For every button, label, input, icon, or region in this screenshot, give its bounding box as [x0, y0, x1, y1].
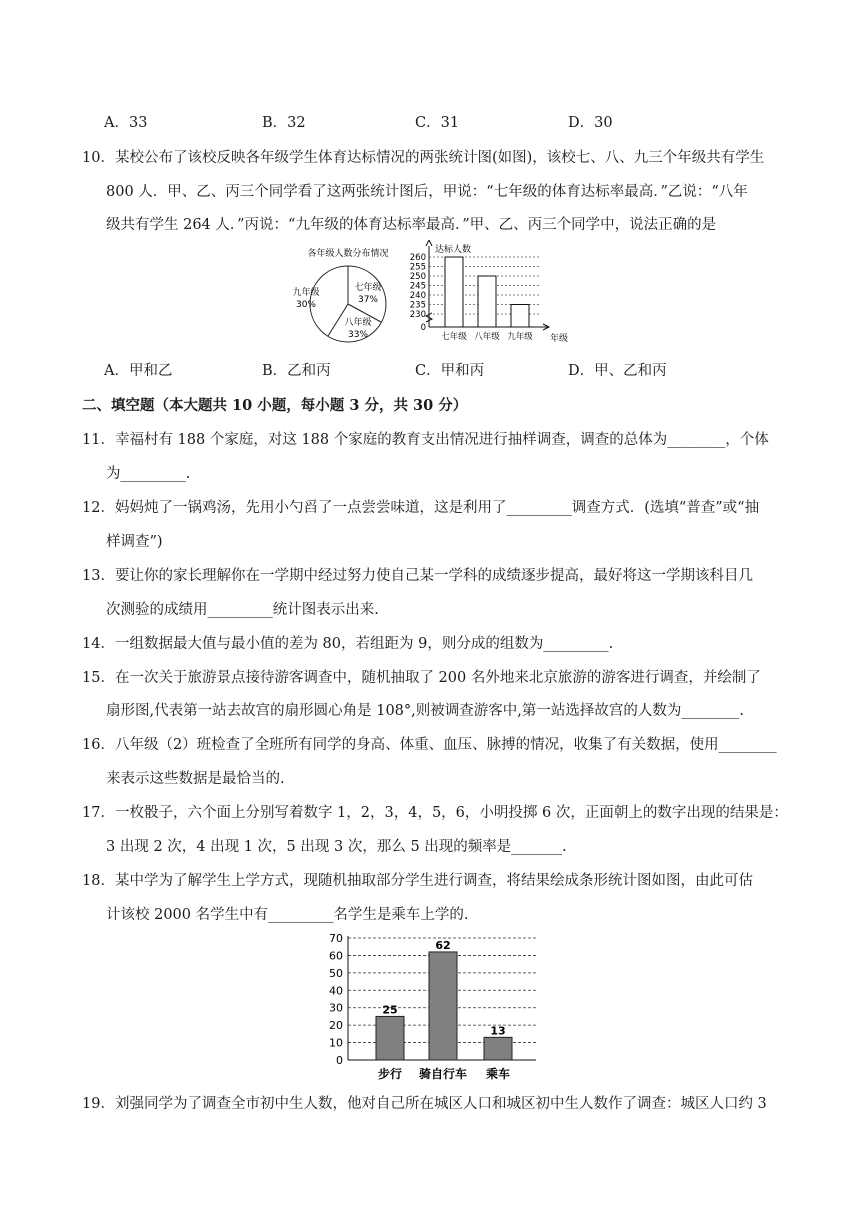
pie-label-grade8: 八年级 — [344, 318, 372, 328]
bar2-bar — [484, 1037, 512, 1060]
q16-line-1: 16．八年级（2）班检查了全班所有同学的身高、体重、血压、脉搏的情况，收集了有关数据，使用________ — [82, 737, 777, 753]
bar2-tick-label: 40 — [329, 984, 343, 998]
q12-line-1: 12．妈妈炖了一锅鸡汤，先用小勺舀了一点尝尝味道，这是利用了_________调查方式．(选填“普查”或“抽 — [82, 500, 760, 516]
bar2-tick-label: 50 — [329, 966, 343, 980]
q15-line-2: 扇形图,代表第一站去故宫的扇形圆心角是 108°,则被调查游客中,第一站选择故宫的人数为________. — [106, 703, 744, 719]
q12-line-2: 样调查”) — [106, 534, 163, 550]
section-heading: 二、填空题（本大题共 10 小题，每小题 3 分，共 30 分） — [82, 397, 468, 414]
q14-line-1: 14．一组数据最大值与最小值的差为 80，若组距为 9，则分成的组数为_________. — [82, 636, 614, 652]
q15-line-1: 15．在一次关于旅游景点接待游客调查中，随机抽取了 200 名外地来北京旅游的游客进行调查，并绘制了 — [82, 670, 761, 686]
bar2-data-label: 25 — [382, 1003, 398, 1017]
bar1-axis-break — [426, 313, 432, 322]
bar2-tick-label: 10 — [329, 1036, 343, 1050]
q9-option-a: A．33 — [104, 115, 148, 131]
bar1-tick-label: 250 — [409, 272, 426, 282]
bar1-tick-label: 260 — [409, 253, 426, 263]
pie-value-grade7: 37% — [357, 295, 379, 305]
bar2-bar — [376, 1016, 404, 1060]
bar2-tick-label: 20 — [329, 1019, 343, 1033]
q11-line-1: 11．幸福村有 188 个家庭，对这 188 个家庭的教育支出情况进行抽样调查，调查的总体为________，个体 — [82, 432, 769, 448]
bar2-tick-label: 30 — [329, 1001, 343, 1015]
q10-line-3: 级共有学生 264 人．”丙说：“九年级的体育达标率最高．”甲、乙、丙三个同学中，说法正确的是 — [106, 217, 717, 233]
bar1-tick-label: 240 — [409, 291, 426, 301]
q9-option-d: D．30 — [568, 115, 613, 131]
q11-line-2: 为_________. — [106, 466, 191, 482]
bar2-category-label: 步行 — [377, 1067, 403, 1081]
q9-option-b: B．32 — [262, 115, 306, 131]
q10-option-b: B．乙和丙 — [262, 363, 331, 379]
q10-option-d: D．甲、乙和丙 — [568, 363, 667, 379]
bar1-xlabel: 年级 — [550, 334, 569, 344]
bar1-category-label: 九年级 — [507, 332, 533, 342]
q18-line-1: 18．某中学为了解学生上学方式，现随机抽取部分学生进行调查，将结果绘成条形统计图如图，由此可估 — [82, 873, 753, 889]
pie-label-grade9: 九年级 — [292, 288, 320, 298]
bar2-tick-label: 0 — [336, 1054, 343, 1067]
q17-line-1: 17．一枚骰子，六个面上分别写着数字 1，2，3，4，5，6，小明投掷 6 次，正面朝上的数字出现的结果是： — [82, 805, 788, 821]
bar1-tick-label: 0 — [420, 323, 426, 333]
pie-title: 各年级人数分布情况 — [307, 249, 389, 259]
pie-label-grade7: 七年级 — [354, 283, 382, 293]
q10-option-c: C．甲和丙 — [415, 363, 485, 379]
q16-line-2: 来表示这些数据是最恰当的. — [106, 771, 285, 787]
grade-pie-chart — [284, 242, 412, 344]
pie-value-grade8: 33% — [347, 330, 369, 340]
bar2-category-label: 骑自行车 — [418, 1067, 468, 1081]
q10-option-a: A．甲和乙 — [104, 363, 173, 379]
bar1-category-label: 七年级 — [441, 332, 467, 342]
bar1-category-label: 八年级 — [474, 332, 500, 342]
bar1-ylabel: 达标人数 — [435, 245, 472, 255]
commute-bar-chart — [318, 930, 542, 1084]
bar1-bar — [511, 305, 529, 328]
bar2-data-label: 62 — [435, 938, 451, 952]
q10-line-1: 10．某校公布了该校反映各年级学生体育达标情况的两张统计图(如图)，该校七、八、九三个年级共有学生 — [82, 150, 765, 166]
pie-value-grade9: 30% — [295, 300, 317, 310]
bar2-bar — [429, 952, 457, 1060]
q10-line-2: 800 人．甲、乙、丙三个同学看了这两张统计图后，甲说：“七年级的体育达标率最高．”乙说：“八年 — [106, 184, 748, 200]
bar1-tick-label: 245 — [409, 281, 426, 292]
bar2-category-label: 乘车 — [485, 1067, 511, 1081]
bar1-tick-label: 230 — [409, 310, 426, 320]
pass-count-bar-chart — [404, 240, 574, 346]
q13-line-1: 13．要让你的家长理解你在一学期中经过努力使自己某一学科的成绩逐步提高，最好将这一学期该科目几 — [82, 568, 753, 584]
bar1-tick-label: 255 — [409, 262, 426, 273]
q19-line-1: 19．刘强同学为了调查全市初中生人数，他对自己所在城区人口和城区初中生人数作了调查：城区人口约 3 — [82, 1096, 767, 1112]
q13-line-2: 次测验的成绩用_________统计图表示出来. — [106, 602, 379, 618]
q17-line-2: 3 出现 2 次，4 出现 1 次，5 出现 3 次，那么 5 出现的频率是_______. — [106, 839, 567, 855]
bar1-bar — [478, 276, 496, 327]
bar2-tick-label: 60 — [329, 949, 343, 963]
bar1-bar — [445, 257, 463, 327]
bar2-tick-label: 70 — [329, 932, 343, 945]
bar2-data-label: 13 — [490, 1024, 506, 1038]
bar1-tick-label: 235 — [409, 300, 426, 311]
bar1-y-arrow — [426, 240, 432, 246]
q18-line-2: 计该校 2000 名学生中有_________名学生是乘车上学的. — [106, 907, 469, 923]
q9-option-c: C．31 — [415, 115, 460, 131]
